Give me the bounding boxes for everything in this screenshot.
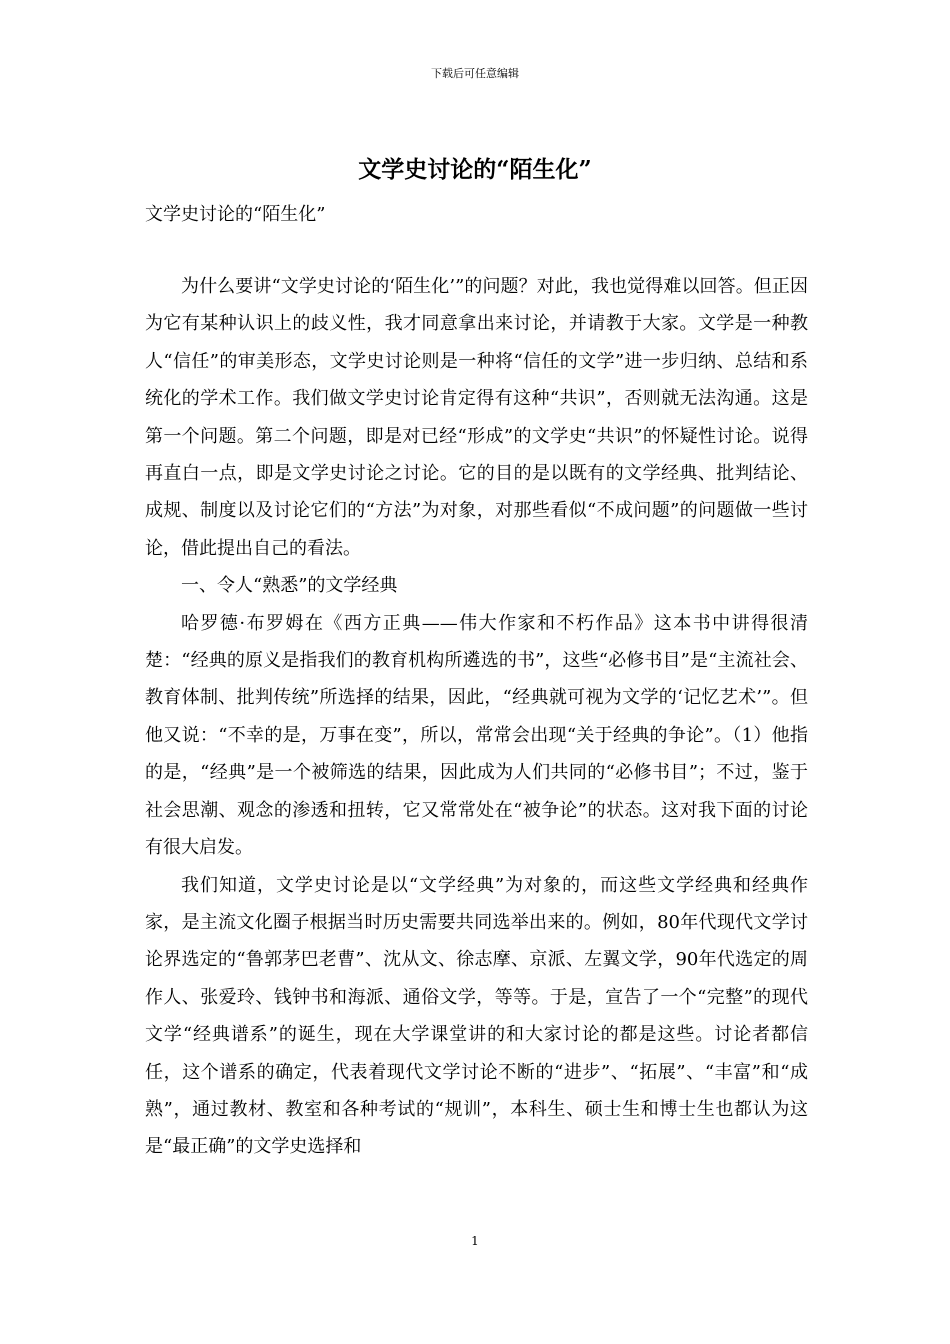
page-header-note: 下载后可任意编辑 [431, 67, 519, 80]
paragraph-canon-discussion: 我们知道，文学史讨论是以“文学经典”为对象的，而这些文学经典和经典作家，是主流文化圈子根据当时历史需要共同选举出来的。例如，80年代现代文学讨论界选定的“鲁郭茅巴老曹”、沈从文、徐志摩、京派、左翼文学，90年代选定的周作人、张爱玲、钱钟书和海派、通俗文学，等等。于是，宣告了一个“完整”的现代文学“经典谱系”的诞生，现在大学课堂讲的和大家讨论的都是这些。讨论者都信任，这个谱系的确定，代表着现代文学讨论不断的“进步”、“拓展”、“丰富”和“成熟”，通过教材、教室和各种考试的“规训”，本科生、硕士生和博士生也都认为这是“最正确”的文学史选择和 [145, 874, 808, 1158]
document-title: 文学史讨论的“陌生化” [358, 156, 592, 183]
document-body [145, 268, 808, 1166]
paragraph-intro: 为什么要讲“文学史讨论的‘陌生化’”的问题？对此，我也觉得难以回答。但正因为它有某种认识上的歧义性，我才同意拿出来讨论，并请教于大家。文学是一种教人“信任”的审美形态，文学史讨论则是一种将“信任的文学”进一步归纳、总结和系统化的学术工作。我们做文学史讨论肯定得有这种“共识”，否则就无法沟通。这是第一个问题。第二个问题，即是对已经“形成”的文学史“共识”的怀疑性讨论。说得再直白一点，即是文学史讨论之讨论。它的目的是以既有的文学经典、批判结论、成规、制度以及讨论它们的“方法”为对象，对那些看似“不成问题”的问题做一些讨论，借此提出自己的看法。 [145, 276, 808, 559]
document-subtitle: 文学史讨论的“陌生化” [145, 204, 326, 225]
section-heading: 一、令人“熟悉”的文学经典 [181, 575, 398, 597]
page-number: 1 [471, 1234, 479, 1248]
paragraph-bloom-quote: 哈罗德·布罗姆在《西方正典——伟大作家和不朽作品》这本书中讲得很清楚：“经典的原义是指我们的教育机构所遴选的书”，这些“必修书目”是“主流社会、教育体制、批判传统”所选择的结果，因此，“经典就可视为文学的‘记忆艺术’”。但他又说：“不幸的是，万事在变”，所以，常常会出现“关于经典的争论”。（1）他指的是，“经典”是一个被筛选的结果，因此成为人们共同的“必修书目”；不过，鉴于社会思潮、观念的渗透和扭转，它又常常处在“被争论”的状态。这对我下面的讨论有很大启发。 [145, 612, 808, 859]
